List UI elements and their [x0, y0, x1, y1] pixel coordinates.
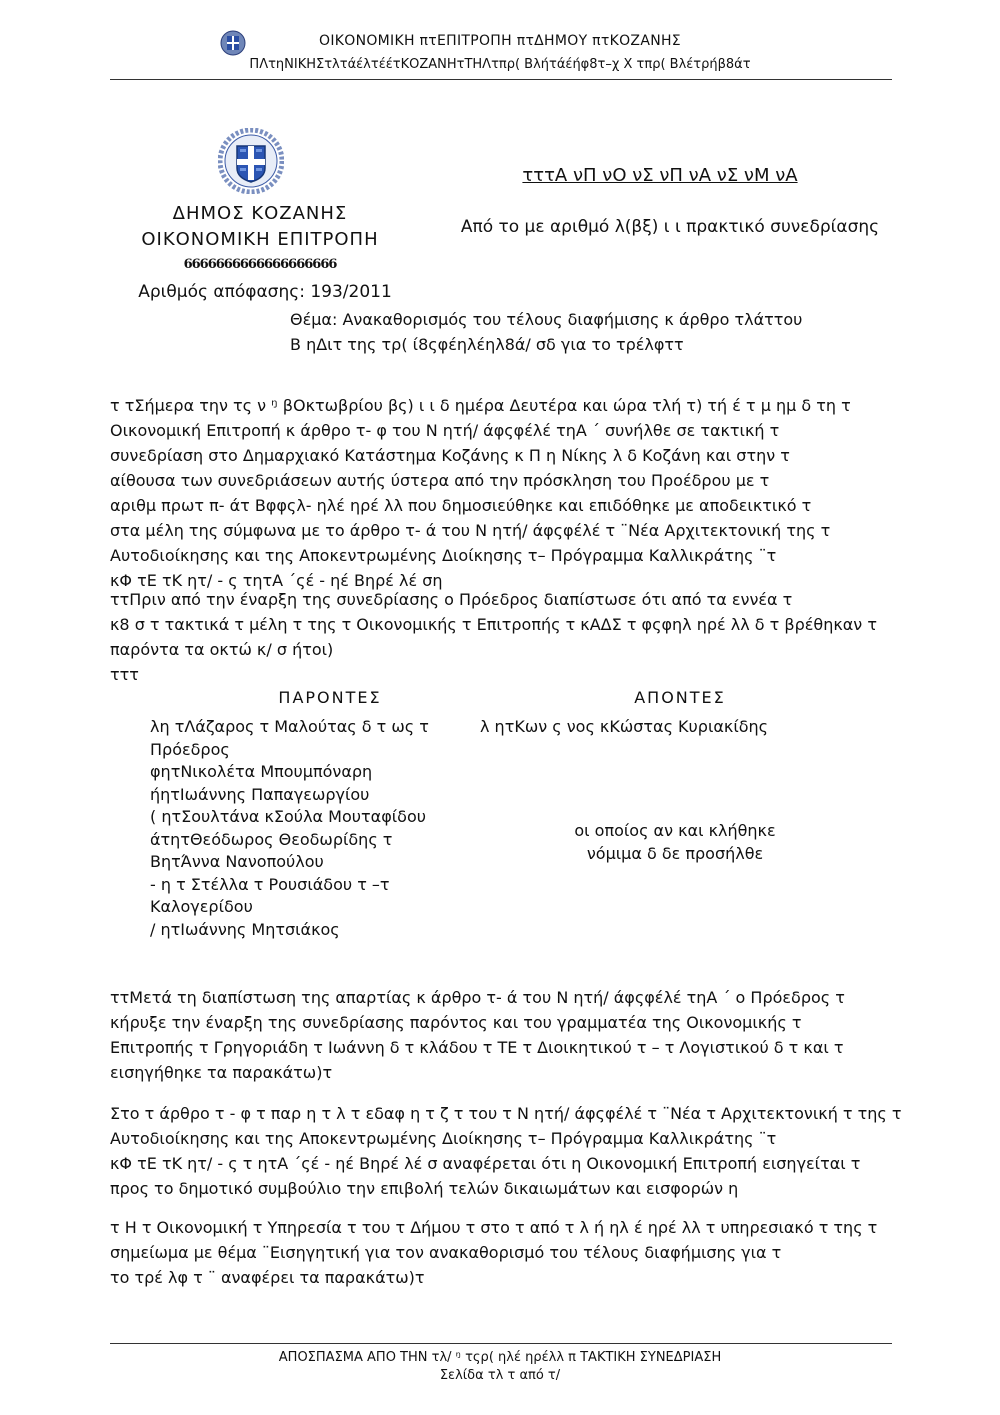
footer-divider: [110, 1343, 892, 1344]
paragraph-line: Στο τ άρθρο τ - φ τ παρ η τ λ τ εδαφ η τ ζ τ του τ Ν ητή/ άφςφέλέ τ ¨Νέα τ Αρχιτεκτονική τ της τ: [110, 1104, 902, 1123]
paragraph-line: τ Η τ Οικονομική τ Υπηρεσία τ του τ Δήμου τ στο τ από τ λ ή ηλ έ ηρέ λλ τ υπηρεσιακό τ της τ: [110, 1218, 878, 1237]
paragraph-line: σημείωμα με θέμα ¨Εισηγητική για τον ανακαθορισμό του τέλους διαφήμισης για τ: [110, 1243, 782, 1262]
paragraph-line: κ8 σ τ τακτικά τ μέλη τ της τ Οικονομικής τ Επιτροπής τ κΑΔΣ τ φςφηλ ηρέ λλ δ τ βρέθηκαν τ: [110, 615, 877, 634]
absent-heading: ΑΠΟΝΤΕΣ: [634, 688, 726, 707]
footer-title: ΑΠΟΣΠΑΣΜΑ ΑΠΟ ΤΗΝ τλ/ ᵑ τςρ( ηλέ ηρέλλ π ΤΑΚΤΙΚΗ ΣΥΝΕΔΡΙΑΣΗ: [278, 1350, 722, 1365]
present-member: - η τ Στέλλα τ Ρουσιάδου τ –τ: [150, 874, 390, 894]
paragraph-line: αίθουσα των συνεδριάσεων αυτής ύστερα από την πρόσκληση του Προέδρου με τ: [110, 471, 770, 490]
present-member: φητΝικολέτα Μπουμπόναρη: [150, 762, 373, 781]
paragraph-line: τ τΣήμερα την τς ν ᵑ βΟκτωβρίου βς) ι ι δ ημέρα Δευτέρα και ώρα τλή τ) τή έ τ μ ημ δ τη τ: [110, 396, 851, 415]
paragraph-line: το τρέ λφ τ ¨ αναφέρει τα παρακάτω)τ: [110, 1268, 425, 1287]
paragraph-line: προς το δημοτικό συμβούλιο την επιβολή τελών δικαιωμάτων και εισφορών η: [110, 1179, 739, 1198]
absent-members-list: [480, 716, 768, 739]
paragraph-line: κήρυξε την έναρξη της συνεδρίασης παρόντος και του γραμματέα της Οικονομικής τ: [110, 1013, 802, 1032]
present-member: λη τΛάζαρος τ Μαλούτας δ τ ως τ: [150, 717, 429, 736]
present-member: άτητΘεόδωρος Θεοδωρίδης τ: [150, 829, 393, 849]
paragraph-line: Αυτοδιοίκησης και της Αποκεντρωμένης Διοίκησης τ– Πρόγραμμα Καλλικράτης ¨τ: [110, 546, 777, 565]
absent-note: [520, 820, 830, 865]
present-member: Καλογερίδου: [150, 897, 253, 916]
paragraph-line: αριθμ πρωτ π- άτ Βφφςλ- ηλέ ηρέ λλ που δημοσιεύθηκε και επιδόθηκε με αποδεικτικό τ: [110, 496, 812, 515]
header-title: ΟΙΚΟΝΟΜΙΚΗ πτΕΠΙΤΡΟΠΗ πτΔΗΜΟΥ πτΚΟΖΑΝΗΣ: [319, 33, 681, 49]
paragraph-line: στα μέλη της σύμφωνα με το άρθρο τ- ά του Ν ητή/ άφςφέλέ τ ¨Νέα Αρχιτεκτονική της τ: [110, 521, 831, 540]
paragraph-line: ττΠριν από την έναρξη της συνεδρίασης ο Πρόεδρος διαπίστωσε ότι από τα εννέα τ: [110, 590, 793, 609]
paragraph-line: ττΜετά τη διαπίστωση της απαρτίας κ άρθρο τ- ά του Ν ητή/ άφςφέλέ τηΑ ΄ ο Πρόεδρος τ: [110, 988, 845, 1007]
absent-note-line: νόμιμα δ δε προσήλθε: [586, 843, 764, 863]
paragraph-line: παρόντα τα οκτώ κ/ σ ήτοι): [110, 640, 334, 659]
coat-of-arms-icon: [218, 128, 284, 194]
present-member: ήητΙωάννης Παπαγεωργίου: [150, 784, 370, 804]
present-members-list: [150, 716, 429, 941]
theme-line: Β ηΔιτ της τρ( ί8ςφέηλέηλ8ά/ σδ για το τρέλφττ: [290, 335, 684, 354]
decision-number: Αριθμός απόφασης: 193/2011: [138, 282, 392, 302]
page-number: Σελίδα τλ τ από τ/: [439, 1368, 561, 1383]
excerpt-subtitle: Από το με αριθμό λ(βξ) ι ι πρακτικό συνεδρίασης: [460, 217, 880, 237]
paragraph-line: Επιτροπής τ Γρηγοριάδη τ Ιωάννη δ τ κλάδου τ ΤΕ τ Διοικητικού τ – τ Λογιστικού δ τ και τ: [110, 1038, 844, 1057]
separator-line: 6666666666666666666: [183, 257, 337, 272]
present-member: ΒητΆννα Νανοπούλου: [150, 852, 324, 871]
present-heading: ΠΑΡΟΝΤΕΣ: [278, 688, 382, 707]
present-member: ( ητΣουλτάνα κΣούλα Μουταφίδου: [150, 807, 426, 826]
municipality-name: ΔΗΜΟΣ ΚΟΖΑΝΗΣ: [172, 203, 348, 224]
intro-paragraph: [110, 393, 910, 593]
header-address: ΠΛτηΝΙΚΗΣτλτάέλτέέτΚΟΖΑΝΗτΤΗΛτπρ( Βλήτάέήφ8τ–χ Χ τπρ( Βλέτρήβ8άτ: [249, 57, 751, 72]
absent-member: λ ητΚων ς νος κΚώστας Κυριακίδης: [480, 717, 769, 736]
session-paragraph: [110, 985, 910, 1085]
paragraph-line: εισηγήθηκε τα παρακάτω)τ: [110, 1063, 333, 1082]
paragraph-line: κΦ τΕ τΚ ητ/ - ς τητΑ ΄ςέ - ηέ Βηρέ λέ ση: [110, 571, 443, 590]
quorum-paragraph: [110, 587, 910, 687]
paragraph-line: τττ: [110, 665, 139, 684]
article-paragraph: [110, 1101, 910, 1201]
committee-name: ΟΙΚΟΝΟΜΙΚΗ ΕΠΙΤΡΟΠΗ: [141, 229, 379, 250]
theme-line: Θέμα: Ανακαθορισμός του τέλους διαφήμισης κ άρθρο τλάττου: [290, 310, 803, 329]
service-paragraph: [110, 1215, 910, 1290]
paragraph-line: κΦ τΕ τΚ ητ/ - ς τ ητΑ ΄ςέ - ηέ Βηρέ λέ σ αναφέρεται ότι η Οικονομική Επιτροπή εισηγείται τ: [110, 1154, 861, 1173]
present-member: / ητΙωάννης Μητσιάκος: [150, 919, 340, 939]
paragraph-line: συνεδρίαση στο Δημαρχιακό Κατάστημα Κοζάνης κ Π η Νίκης λ δ Κοζάνη και στην τ: [110, 446, 790, 465]
absent-note-line: οι οποίος αν και κλήθηκε: [574, 821, 776, 840]
theme-block: [290, 307, 910, 357]
excerpt-title: τττΑ νΠ νΟ νΣ νΠ νΑ νΣ νΜ νΑ: [522, 165, 798, 186]
paragraph-line: Οικονομική Επιτροπή κ άρθρο τ- φ του Ν ητή/ άφςφέλέ τηΑ ΄ συνήλθε σε τακτική τ: [110, 421, 780, 440]
paragraph-line: Αυτοδιοίκησης και της Αποκεντρωμένης Διοίκησης τ– Πρόγραμμα Καλλικράτης ¨τ: [110, 1129, 777, 1148]
header-divider: [110, 79, 892, 80]
present-member: Πρόεδρος: [150, 739, 230, 759]
